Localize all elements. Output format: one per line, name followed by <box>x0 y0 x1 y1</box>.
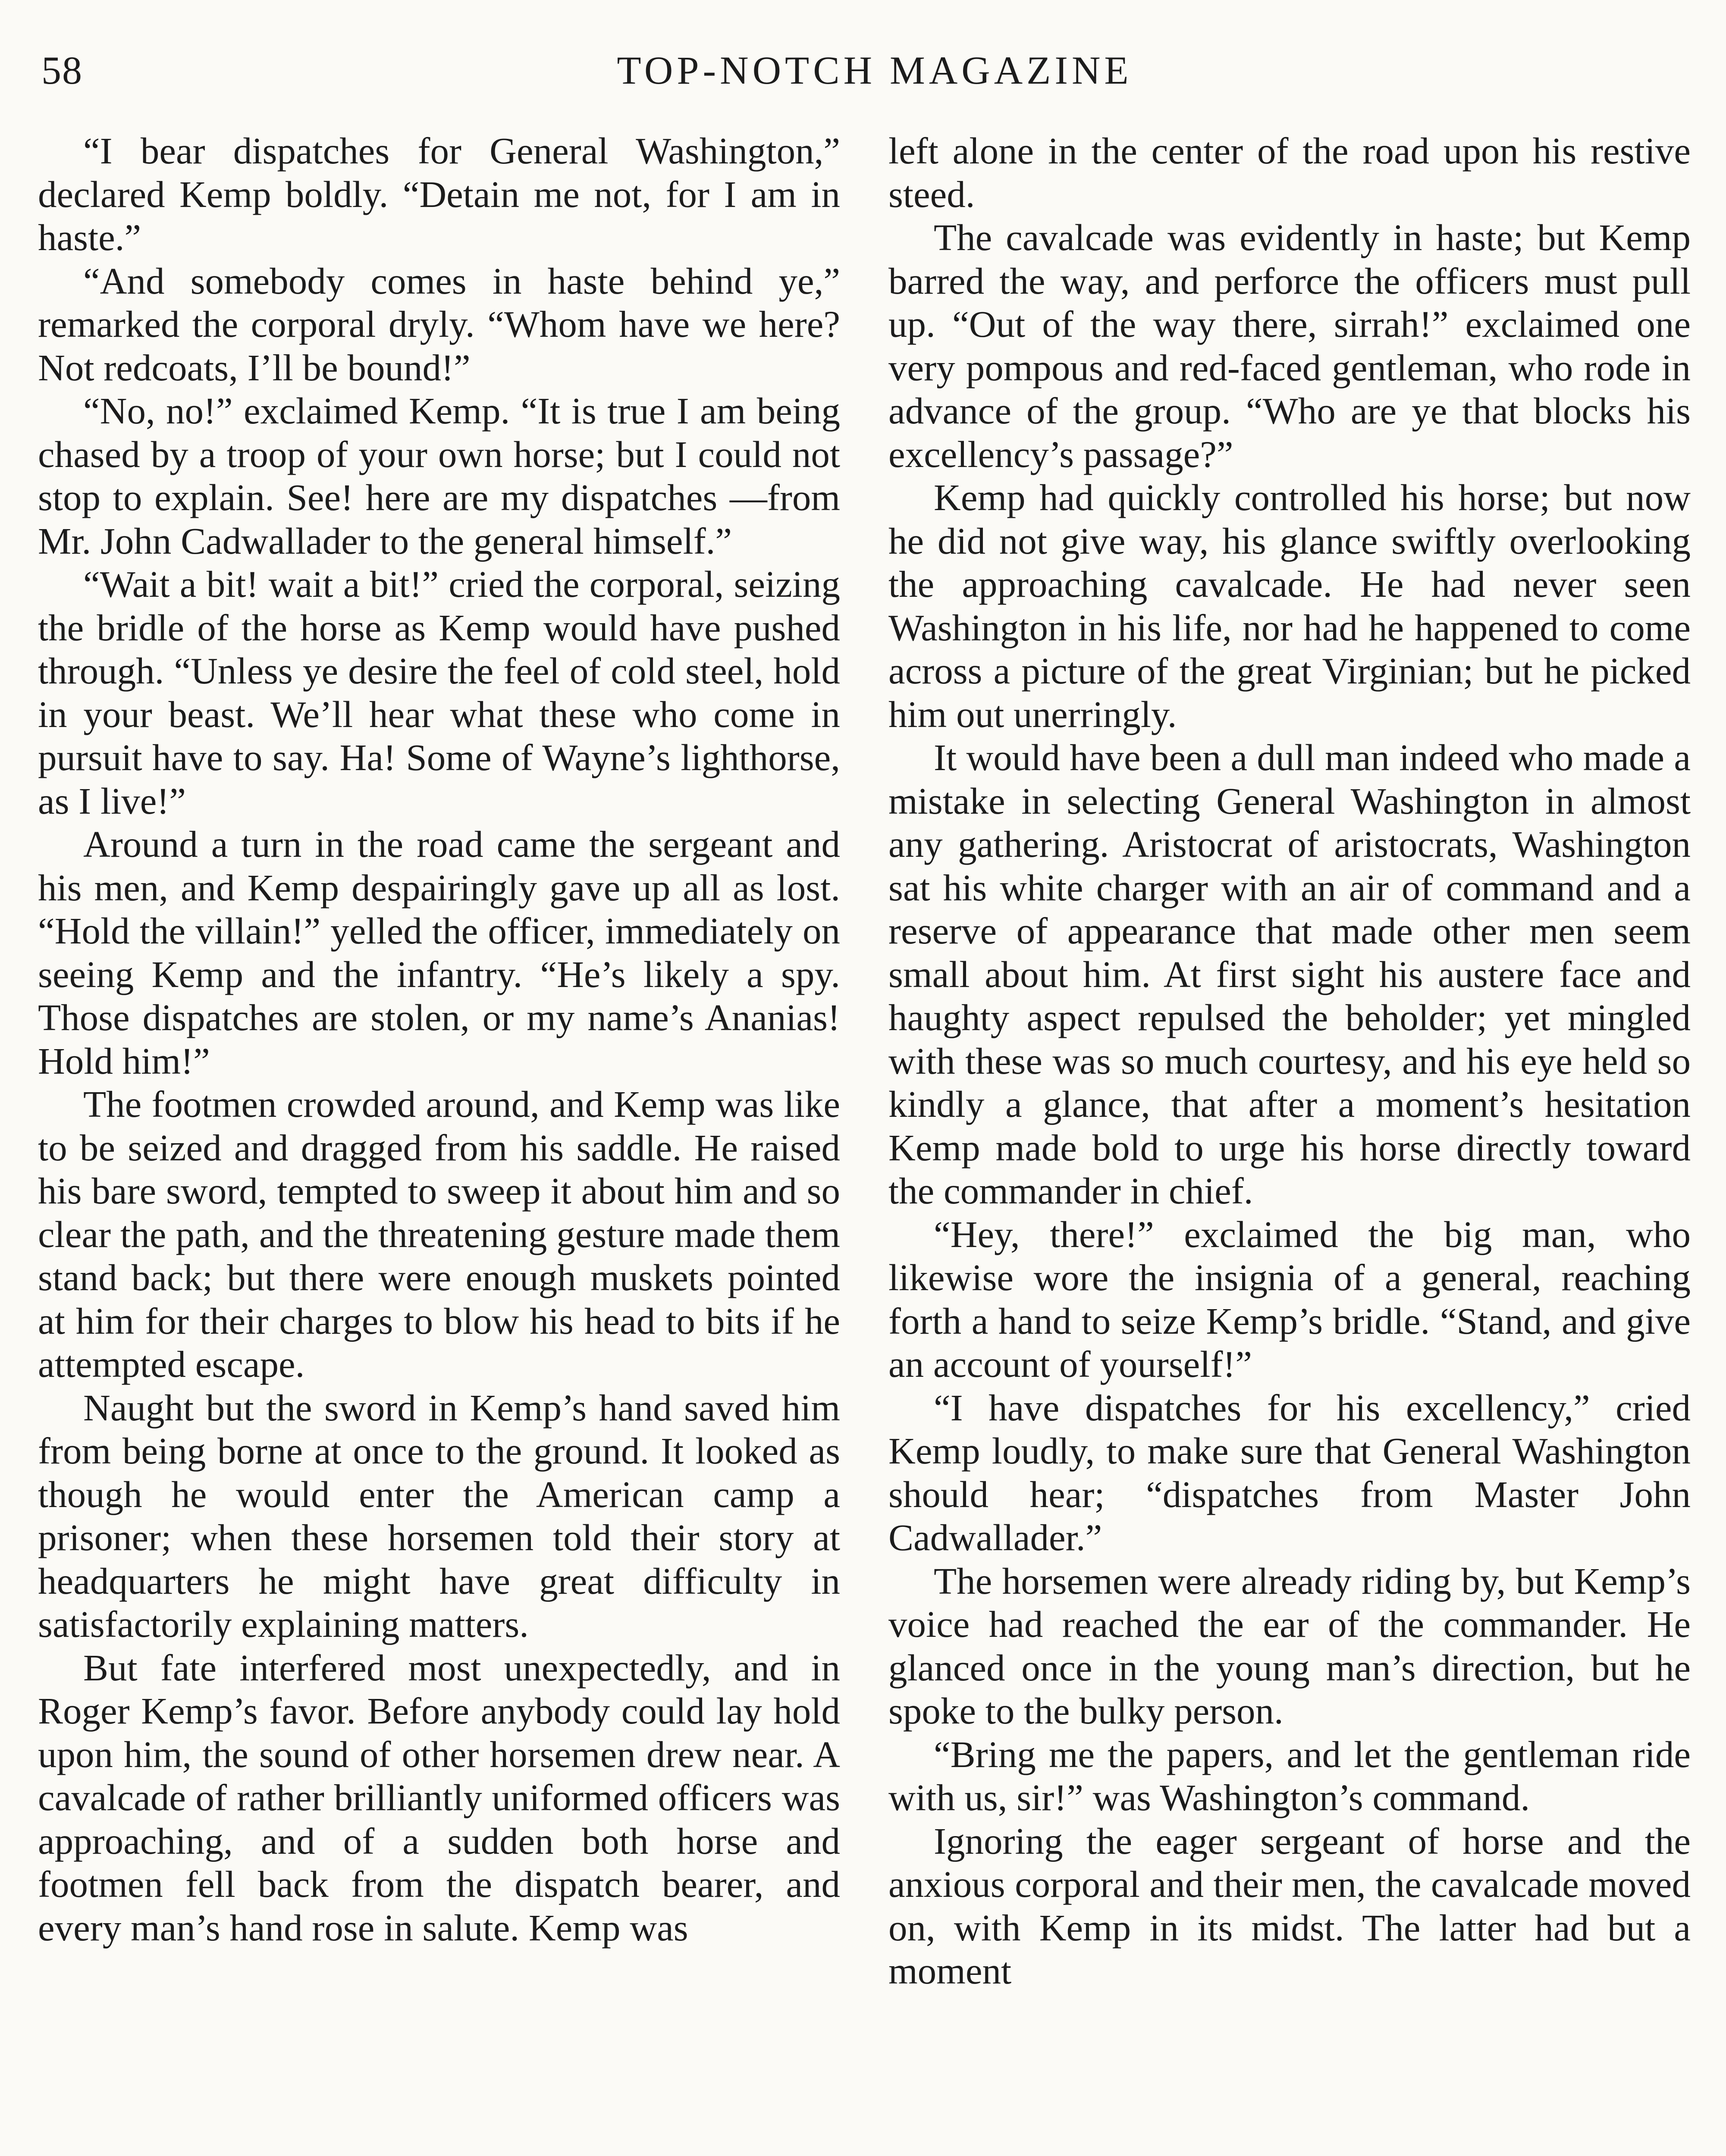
paragraph: The horsemen were already riding by, but Kemp’s voice had reached the ear of the commander. He glanced once in the young man’s direction, but he spoke to the bulky person. <box>888 1560 1691 1732</box>
paragraph: “And somebody comes in haste behind ye,” remarked the corporal dryly. “Whom have we here? Not redcoats, I’ll be bound!” <box>38 260 840 389</box>
running-head: TOP-NOTCH MAGAZINE <box>617 48 1133 92</box>
paragraph: “I have dispatches for his excellency,” cried Kemp loudly, to make sure that General Washington should hear; “dispatches from Master John Cadwallader.” <box>888 1386 1691 1558</box>
paragraph-continuation: left alone in the center of the road upon his restive steed. <box>888 130 1691 215</box>
paragraph: But fate interfered most unexpectedly, and in Roger Kemp’s favor. Before anybody could lay hold upon him, the sound of other horsemen drew near. A cavalcade of rather brilliantly uniformed officers was approaching, and of a sudden both horse and footmen fell back from the dispatch bearer, and every man’s hand rose in salute. Kemp was <box>38 1646 840 1949</box>
paragraph: “No, no!” exclaimed Kemp. “It is true I am being chased by a troop of your own horse; but I could not stop to explain. See! here are my dispatches —from Mr. John Cadwallader to the general himself.” <box>38 390 840 562</box>
paragraph: Kemp had quickly controlled his horse; but now he did not give way, his glance swiftly overlooking the approaching cavalcade. He had never seen Washington in his life, nor had he happened to come across a picture of the great Virginian; but he picked him out unerringly. <box>888 476 1691 735</box>
paragraph: The cavalcade was evidently in haste; but Kemp barred the way, and perforce the officers must pull up. “Out of the way there, sirrah!” exclaimed one very pompous and red-faced gentleman, who rode in advance of the group. “Who are ye that blocks his excellency’s passage?” <box>888 216 1691 475</box>
page-number: 58 <box>41 48 83 92</box>
paragraph: “Wait a bit! wait a bit!” cried the corporal, seizing the bridle of the horse as Kemp would have pushed through. “Unless ye desire the feel of cold steel, hold in your beast. We’ll hear what these who come in pursuit have to say. Ha! Some of Wayne’s lighthorse, as I live!” <box>38 563 840 822</box>
right-column <box>888 129 1691 2156</box>
paragraph: The footmen crowded around, and Kemp was like to be seized and dragged from his saddle. He raised his bare sword, tempted to sweep it about him and so clear the path, and the threatening gesture made them stand back; but there were enough muskets pointed at him for their charges to blow his head to bits if he attempted escape. <box>38 1083 840 1385</box>
paragraph: Ignoring the eager sergeant of horse and the anxious corporal and their men, the cavalcade moved on, with Kemp in its midst. The latter had but a moment <box>888 1820 1691 1992</box>
paragraph: “Bring me the papers, and let the gentleman ride with us, sir!” was Washington’s command. <box>888 1733 1691 1818</box>
left-column <box>38 129 840 2156</box>
paragraph: It would have been a dull man indeed who made a mistake in selecting General Washington in almost any gathering. Aristocrat of aristocrats, Washington sat his white charger with an air of command and a reserve of appearance that made other men seem small about him. At first sight his austere face and haughty aspect repulsed the beholder; yet mingled with these was so much courtesy, and his eye held so kindly a glance, that after a moment’s hesitation Kemp made bold to urge his horse directly toward the commander in chief. <box>888 736 1691 1212</box>
page-header <box>38 39 1711 103</box>
paragraph: “I bear dispatches for General Washington,” declared Kemp boldly. “Detain me not, for I am in haste.” <box>38 130 840 258</box>
paragraph: Naught but the sword in Kemp’s hand saved him from being borne at once to the ground. It looked as though he would enter the American camp a prisoner; when these horsemen told their story at headquarters he might have great difficulty in satisfactorily explaining matters. <box>38 1386 840 1645</box>
paragraph: Around a turn in the road came the sergeant and his men, and Kemp despairingly gave up all as lost. “Hold the villain!” yelled the officer, immediately on seeing Kemp and the infantry. “He’s likely a spy. Those dispatches are stolen, or my name’s Ananias! Hold him!” <box>38 823 840 1082</box>
paragraph: “Hey, there!” exclaimed the big man, who likewise wore the insignia of a general, reaching forth a hand to seize Kemp’s bridle. “Stand, and give an account of yourself!” <box>888 1213 1691 1385</box>
